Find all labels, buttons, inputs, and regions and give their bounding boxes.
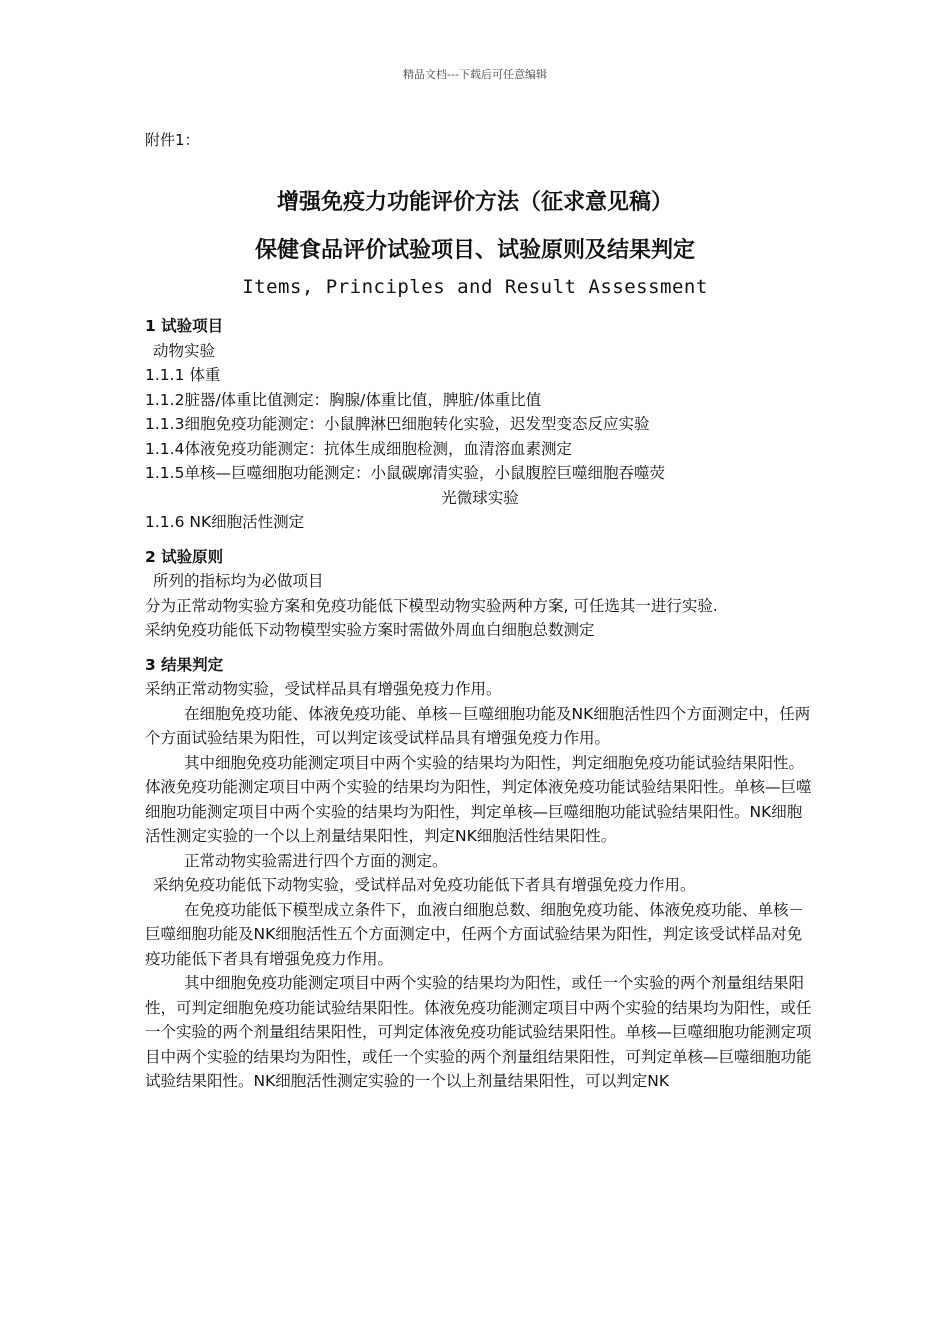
paragraph: 分为正常动物实验方案和免疫功能低下模型动物实验两种方案, 可任选其一进行实验. [145, 596, 718, 615]
paragraph: 其中细胞免疫功能测定项目中两个实验的结果均为阳性，判定细胞免疫功能试验结果阳性。体液免疫功能测定项目中两个实验的结果均为阳性，判定体液免疫功能试验结果阳性。单核—巨噬细胞功能测定项目中两个实验的结果均为阳性，判定单核—巨噬细胞功能试验结果阳性。NK细胞活性测定实验的一个以上剂量结果阳性，判定NK细胞活性结果阳性。 [145, 753, 812, 845]
paragraph: 所列的指标均为必做项目 [153, 572, 324, 590]
attachment-label: 附件1： [145, 131, 200, 149]
document-body [145, 314, 815, 1094]
paragraph: 采纳免疫功能低下动物实验，受试样品对免疫功能低下者具有增强免疫力作用。 [153, 876, 696, 894]
paragraph: 在细胞免疫功能、体液免疫功能、单核－巨噬细胞功能及NK细胞活性四个方面测定中，任两个方面试验结果为阳性，可以判定该受试样品具有增强免疫力作用。 [145, 704, 811, 747]
header-note: 精品文档---下载后可任意编辑 [403, 68, 547, 81]
paragraph: 正常动物实验需进行四个方面的测定。 [184, 851, 448, 870]
list-item: 1.1.2脏器/体重比值测定：胸腺/体重比值，脾脏/体重比值 [145, 390, 542, 409]
section-subheading: 动物实验 [153, 341, 216, 360]
paragraph: 在免疫功能低下模型成立条件下，血液白细胞总数、细胞免疫功能、体液免疫功能、单核－巨噬细胞功能及NK细胞活性五个方面测定中，任两个方面试验结果为阳性，判定该受试样品对免疫功能低下者具有增强免疫力作用。 [145, 900, 805, 968]
list-item: 1.1.5单核—巨噬细胞功能测定：小鼠碳廓清实验，小鼠腹腔巨噬细胞吞噬荧 [145, 464, 665, 482]
english-title: Items, Principles and Result Assessment [242, 276, 708, 298]
section-heading: 3 结果判定 [145, 655, 224, 674]
list-item-continuation: 光微球实验 [441, 488, 519, 507]
section-heading: 1 试验项目 [145, 317, 224, 335]
list-item: 1.1.6 NK细胞活性测定 [145, 513, 305, 531]
document-title: 增强免疫力功能评价方法（征求意见稿） [276, 190, 673, 215]
section-heading: 2 试验原则 [145, 547, 224, 566]
list-item: 1.1.3细胞免疫功能测定：小鼠脾淋巴细胞转化实验，迟发型变态反应实验 [145, 415, 650, 433]
paragraph: 采纳免疫功能低下动物模型实验方案时需做外周血白细胞总数测定 [145, 621, 595, 639]
list-item: 1.1.1 体重 [145, 366, 221, 384]
paragraph: 其中细胞免疫功能测定项目中两个实验的结果均为阳性，或任一个实验的两个剂量组结果阳性，可判定细胞免疫功能试验结果阳性。体液免疫功能测定项目中两个实验的结果均为阳性，或任一个实验的两个剂量组结果阳性，可判定体液免疫功能试验结果阳性。单核—巨噬细胞功能测定项目中两个实验的结果均为阳性，或任一个实验的两个剂量组结果阳性，可判定单核—巨噬细胞功能试验结果阳性。NK细胞活性测定实验的一个以上剂量结果阳性，可以判定NK [145, 974, 812, 1090]
paragraph: 采纳正常动物实验，受试样品具有增强免疫力作用。 [145, 680, 502, 698]
document-subtitle: 保健食品评价试验项目、试验原则及结果判定 [254, 238, 695, 263]
list-item: 1.1.4体液免疫功能测定：抗体生成细胞检测，血清溶血素测定 [145, 439, 572, 458]
